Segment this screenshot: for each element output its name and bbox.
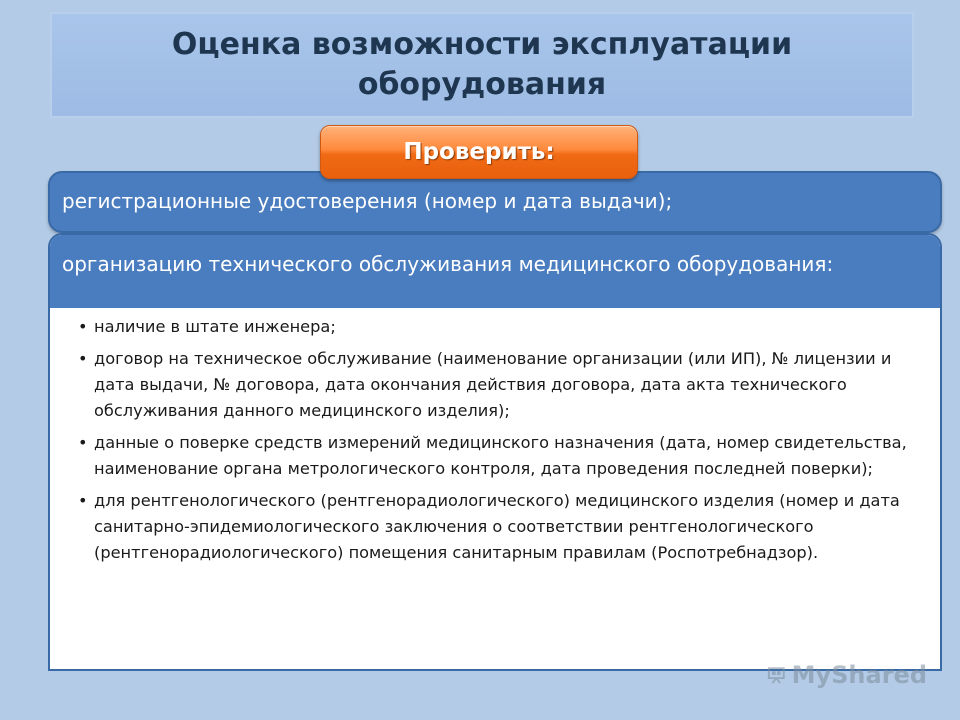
list-item-text: для рентгенологического (рентгенорадиологического) медицинского изделия (номер и дата санитарно-эпидемиологического заключения о соответствии рентгенологического (рентгенорадиологического) помещения санитарным правилам (Роспотребнадзор).: [94, 491, 900, 562]
list-item-text: данные о поверке средств измерений медицинского назначения (дата, номер свидетельства, наименование органа метрологического контроля, дата проведения последней поверки);: [94, 433, 907, 478]
watermark: [767, 657, 927, 693]
bullet-icon: •: [78, 491, 88, 510]
list-item: [78, 430, 920, 482]
bullet-icon: •: [78, 349, 88, 368]
list-item: [78, 488, 920, 566]
bullet-icon: •: [78, 433, 88, 452]
item-maintenance-header: [50, 235, 940, 308]
bullet-icon: •: [78, 317, 88, 336]
list-item-text: наличие в штате инженера;: [94, 317, 336, 336]
item-registration-certificates: [48, 171, 942, 233]
item-registration-text: регистрационные удостоверения (номер и дата выдачи);: [62, 189, 673, 213]
list-item-text: договор на техническое обслуживание (наименование организации (или ИП), № лицензии и дата выдачи, № договора, дата окончания действия договора, дата акта технического обслуживания данного медицинского изделия);: [94, 349, 892, 420]
item-maintenance-panel: [48, 233, 942, 671]
presentation-icon: [767, 660, 786, 690]
list-item: [78, 346, 920, 424]
page-title: Оценка возможности эксплуатации оборудования: [171, 27, 793, 102]
list-item: [78, 314, 920, 340]
watermark-text: MyShared: [791, 661, 927, 689]
maintenance-bullet-list: [50, 308, 940, 566]
title-box: [50, 12, 914, 118]
item-maintenance-header-text: организацию технического обслуживания медицинского оборудования:: [62, 252, 834, 276]
check-button[interactable]: [320, 125, 638, 179]
check-button-label: Проверить:: [403, 139, 555, 165]
